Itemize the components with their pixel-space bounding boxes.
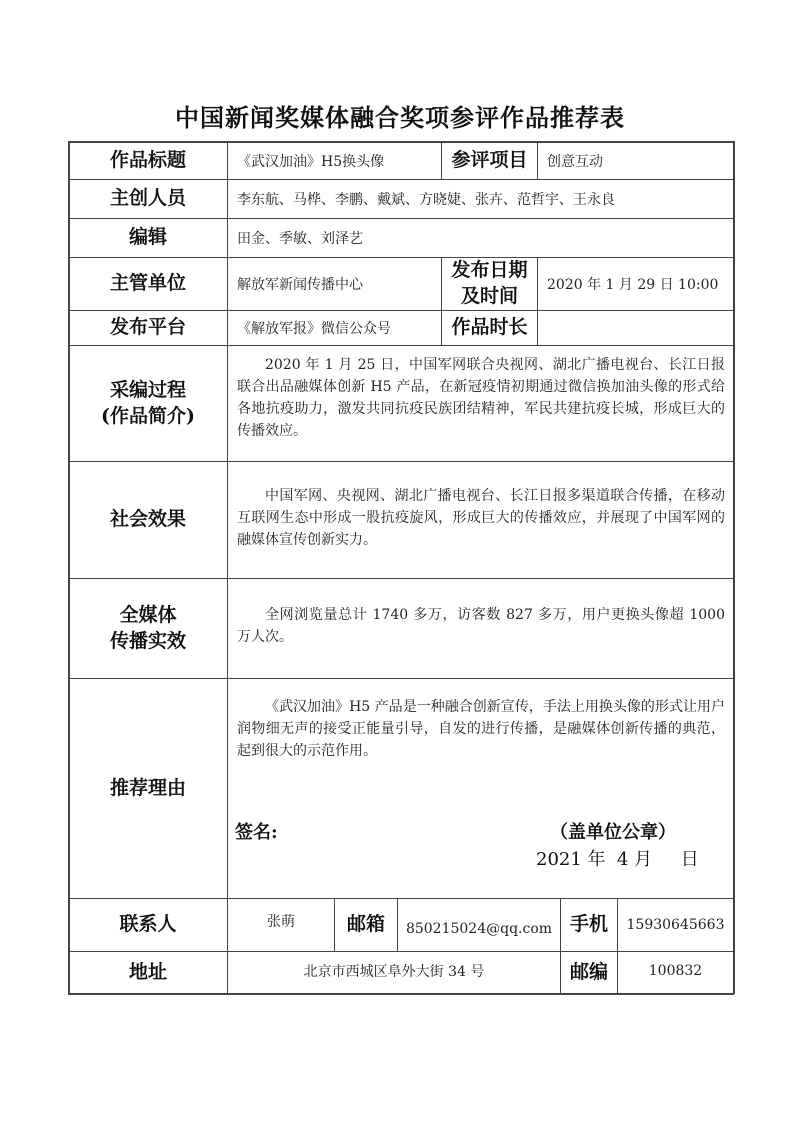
process-label-line1: 采编过程 <box>109 378 186 401</box>
email-label: 邮箱 <box>346 913 385 936</box>
social-effect-text: 中国军网、央视网、湖北广播电视台、长江日报多渠道联合传播，在移动互联网生态中形成一股抗疫旋风，形成巨大的传播效应，并展现了中国军网的融媒体宣传创新实力。 <box>237 488 725 548</box>
address-label: 地址 <box>128 960 167 983</box>
reason-label: 推荐理由 <box>109 776 186 799</box>
label-column-divider <box>227 141 228 898</box>
editors-label: 编辑 <box>128 226 167 249</box>
platform-label: 发布平台 <box>109 316 186 339</box>
media-effect-label <box>69 579 227 678</box>
social-effect-label: 社会效果 <box>109 508 186 531</box>
publish-date-value: 2020 年 1 月 29 日 10:00 <box>547 277 719 293</box>
publish-date-label-line1: 发布日期 <box>451 259 528 282</box>
column-divider <box>537 257 538 346</box>
media-effect-label-line1: 全媒体 <box>119 603 177 626</box>
entry-item-label: 参评项目 <box>451 148 528 171</box>
seal-label: （盖单位公章） <box>550 822 676 843</box>
publish-date-label <box>442 258 537 310</box>
table-border-bottom <box>68 993 734 995</box>
contact-person-label: 联系人 <box>119 913 177 936</box>
editors-value: 田金、季敏、刘泽艺 <box>237 231 363 247</box>
table-border-right <box>733 141 735 994</box>
supervising-unit-value: 解放军新闻传播中心 <box>237 277 363 293</box>
duration-value <box>547 311 727 345</box>
creators-value: 李东航、马桦、李鹏、戴斌、方晓婕、张卉、范哲宇、王永良 <box>237 192 615 208</box>
address-value: 北京市西城区阜外大街 34 号 <box>303 964 485 980</box>
entry-item-value: 创意互动 <box>547 153 603 170</box>
column-divider <box>537 141 538 180</box>
process-label-line2: (作品简介) <box>101 404 195 427</box>
phone-label: 手机 <box>569 913 608 936</box>
email-value: 850215024@qq.com <box>405 921 553 937</box>
supervising-unit-label: 主管单位 <box>109 272 186 295</box>
media-effect-text: 全网浏览量总计 1740 多万，访客数 827 多万，用户更换头像超 1000 万人次。 <box>237 607 725 645</box>
work-title-value: 《武汉加油》H5换头像 <box>237 153 385 170</box>
signature-date: 2021 年 4 月 日 <box>536 849 699 870</box>
zip-label: 邮编 <box>569 960 608 983</box>
signature-label: 签名: <box>235 822 278 843</box>
media-effect-label-line2: 传播实效 <box>109 629 186 652</box>
work-title-label: 作品标题 <box>109 148 186 171</box>
phone-value: 15930645663 <box>626 917 725 933</box>
zip-value: 100832 <box>648 963 703 979</box>
publish-date-label-line2: 及时间 <box>460 285 518 307</box>
process-text: 2020 年 1 月 25 日，中国军网联合央视网、湖北广播电视台、长江日报联合出品融媒体创新 H5 产品，在新冠疫情初期通过微信换加油头像的形式给各地抗疫助力，激发共同抗疫民族团结精神，军民共建抗疫长城，形成巨大的传播效应。 <box>237 357 725 439</box>
process-label <box>69 346 227 461</box>
creators-label: 主创人员 <box>109 187 186 210</box>
contact-person-value: 张萌 <box>267 914 295 930</box>
platform-value: 《解放军报》微信公众号 <box>237 321 391 337</box>
reason-text: 《武汉加油》H5 产品是一种融合创新宣传，手法上用换头像的形式让用户润物细无声的接受正能量引导，自发的进行传播，是融媒体创新传播的典范，起到很大的示范作用。 <box>237 699 725 759</box>
duration-label: 作品时长 <box>451 316 528 339</box>
form-title: 中国新闻奖媒体融合奖项参评作品推荐表 <box>175 103 625 132</box>
